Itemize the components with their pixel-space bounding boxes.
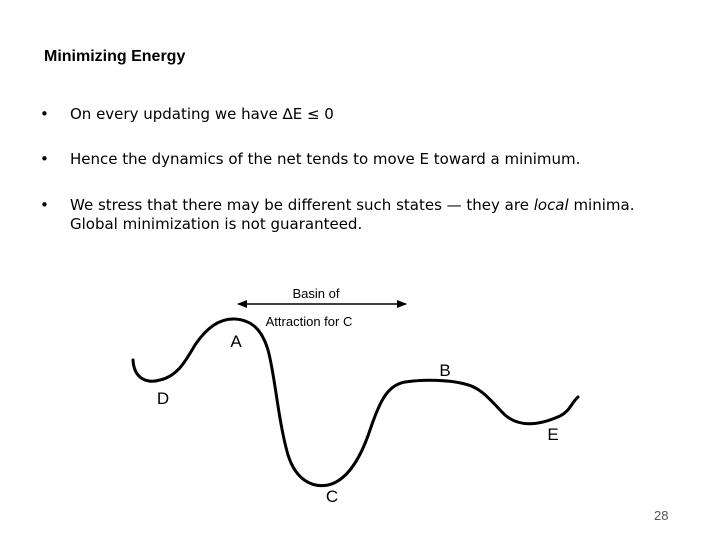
slide-title: Minimizing Energy [44,48,186,65]
basin-label-line2: Attraction for C [265,314,353,329]
bullet-text-end: minima. [568,196,635,214]
bullet-text-end: 0 [319,105,334,123]
bullet-text-line2: Global minimization is not guaranteed. [70,215,363,233]
basin-label-line1: Basin of [292,286,340,301]
state-label-a: A [230,332,242,351]
state-label-e: E [547,425,559,444]
bullet-text: Hence the dynamics of the net tends to move E toward a minimum. [70,150,581,168]
state-label-d: D [156,389,170,408]
leq-symbol: ≤ [306,105,320,123]
local-emphasis: local [533,196,569,214]
bullet-dot: • [40,105,49,123]
page-number: 28 [654,508,669,523]
bullet-dot: • [40,150,49,168]
state-label-c: C [325,487,339,506]
delta-e-symbol: ∆E [282,105,307,123]
bullet-text-start: We stress that there may be different such states — they are [70,196,534,214]
energy-curve [133,319,578,486]
state-label-b: B [439,361,451,380]
bullet-dot: • [40,196,49,214]
bullet-text-start: On every updating we have [70,105,283,123]
